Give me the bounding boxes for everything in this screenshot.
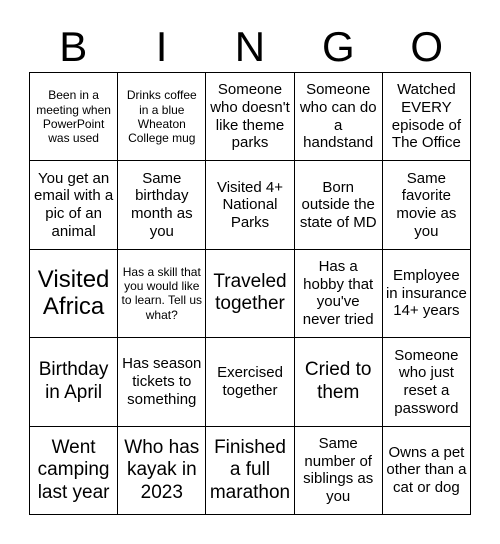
bingo-cell[interactable]: Who has kayak in 2023 bbox=[118, 427, 206, 515]
bingo-cell[interactable]: Finished a full marathon bbox=[206, 427, 294, 515]
bingo-cell[interactable]: Visited Africa bbox=[30, 250, 118, 338]
bingo-cell[interactable]: You get an email with a pic of an animal bbox=[30, 161, 118, 249]
bingo-cell[interactable]: Has season tickets to something bbox=[118, 338, 206, 426]
bingo-cell[interactable]: Owns a pet other than a cat or dog bbox=[383, 427, 471, 515]
bingo-cell[interactable]: Employee in insurance 14+ years bbox=[383, 250, 471, 338]
bingo-grid bbox=[29, 72, 471, 515]
bingo-cell[interactable]: Exercised together bbox=[206, 338, 294, 426]
bingo-cell[interactable]: Same number of siblings as you bbox=[295, 427, 383, 515]
bingo-cell[interactable]: Has a skill that you would like to learn. Tell us what? bbox=[118, 250, 206, 338]
bingo-cell[interactable]: Has a hobby that you've never tried bbox=[295, 250, 383, 338]
bingo-cell[interactable]: Someone who just reset a password bbox=[383, 338, 471, 426]
bingo-cell[interactable]: Birthday in April bbox=[30, 338, 118, 426]
bingo-cell[interactable]: Someone who doesn't like theme parks bbox=[206, 73, 294, 161]
bingo-cell[interactable]: Cried to them bbox=[295, 338, 383, 426]
bingo-cell[interactable]: Been in a meeting when PowerPoint was used bbox=[30, 73, 118, 161]
bingo-cell[interactable]: Someone who can do a handstand bbox=[295, 73, 383, 161]
bingo-cell[interactable]: Visited 4+ National Parks bbox=[206, 161, 294, 249]
header-letter-i: I bbox=[155, 23, 168, 70]
bingo-cell[interactable]: Same favorite movie as you bbox=[383, 161, 471, 249]
header-letter-g: G bbox=[322, 23, 355, 70]
header-letter-n: N bbox=[234, 23, 266, 70]
bingo-cell[interactable]: Traveled together bbox=[206, 250, 294, 338]
bingo-cell[interactable]: Same birthday month as you bbox=[118, 161, 206, 249]
header-letter-o: O bbox=[410, 23, 444, 70]
header-letter-b: B bbox=[59, 23, 88, 70]
bingo-cell[interactable]: Born outside the state of MD bbox=[295, 161, 383, 249]
bingo-cell[interactable]: Went camping last year bbox=[30, 427, 118, 515]
bingo-cell[interactable]: Watched EVERY episode of The Office bbox=[383, 73, 471, 161]
bingo-header bbox=[29, 22, 471, 72]
bingo-cell[interactable]: Drinks coffee in a blue Wheaton College mug bbox=[118, 73, 206, 161]
